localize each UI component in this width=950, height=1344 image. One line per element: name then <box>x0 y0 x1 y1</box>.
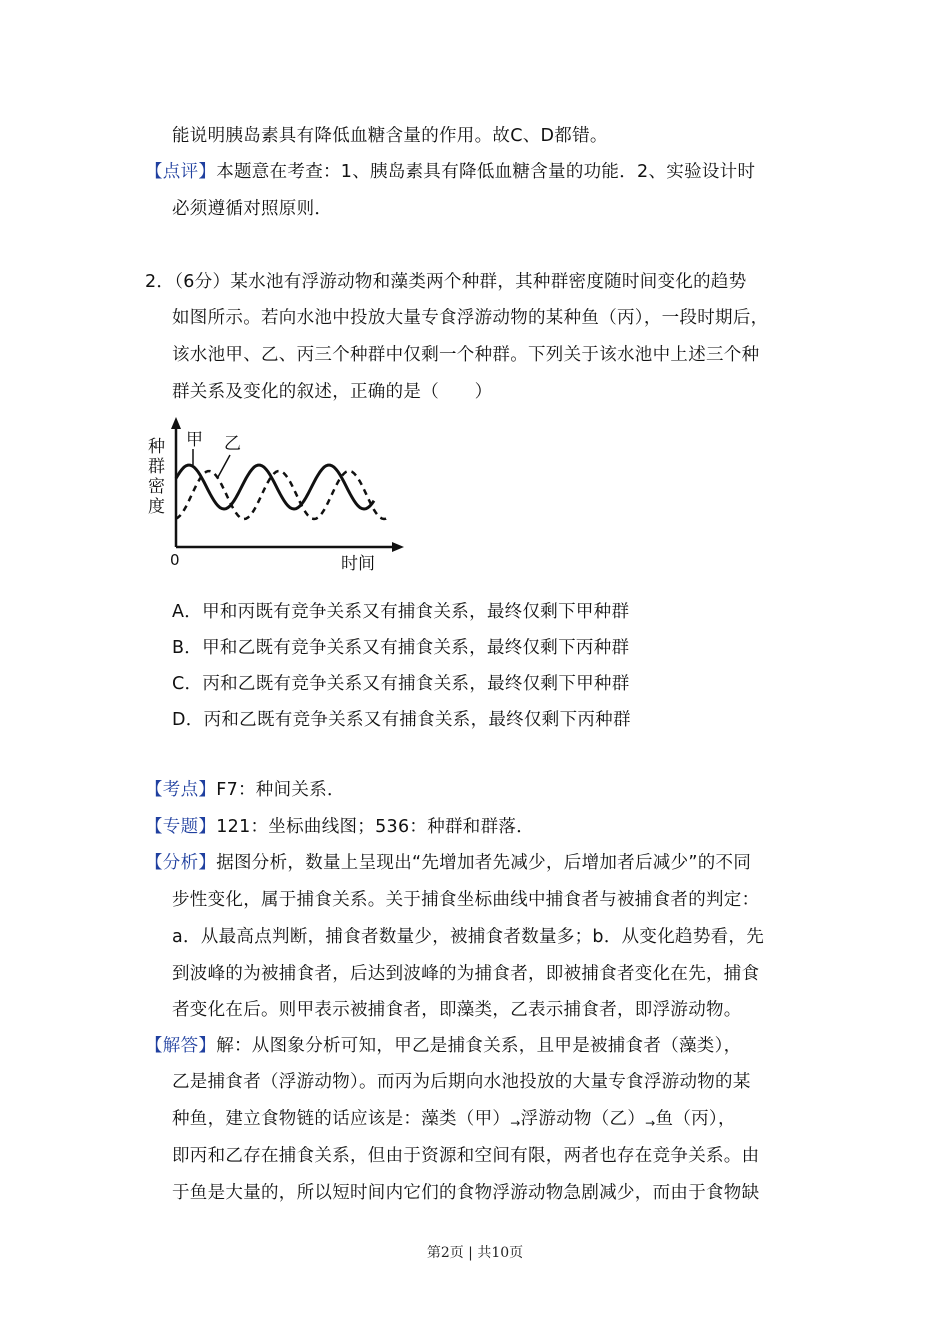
jieda-text: 解：从图象分析可知，甲乙是捕食关系，且甲是被捕食者（藻类）， <box>216 1036 742 1056</box>
prev-answer-line: 能说明胰岛素具有降低血糖含量的作用。故C、D都错。 <box>172 126 608 146</box>
fenxi-paragraph <box>145 851 751 875</box>
jieda-line4: 即丙和乙存在捕食关系，但由于资源和空间有限，两者也存在竞争关系。由 <box>172 1146 760 1166</box>
jieda-line3 <box>172 1107 736 1135</box>
fenxi-line2: 步性变化，属于捕食关系。关于捕食坐标曲线中捕食者与被捕食者的判定： <box>172 890 760 910</box>
kaodian-paragraph <box>145 778 345 802</box>
zhuanti-text: 121：坐标曲线图；536：种群和群落． <box>216 817 535 837</box>
question-stem-line2: 如图所示。若向水池中投放大量专食浮游动物的某种鱼（丙），一段时期后， <box>172 308 769 328</box>
option-a: A．甲和丙既有竞争关系又有捕食关系，最终仅剩下甲种群 <box>172 602 630 622</box>
comment-text-line2: 必须遵循对照原则． <box>172 199 333 219</box>
fenxi-text: 据图分析，数量上呈现出“先增加者先减少，后增加者后减少”的不同 <box>216 853 752 873</box>
option-d: D．丙和乙既有竞争关系又有捕食关系，最终仅剩下丙种群 <box>172 710 631 730</box>
zhuanti-tag: 【专题】 <box>145 817 217 837</box>
option-c: C．丙和乙既有竞争关系又有捕食关系，最终仅剩下甲种群 <box>172 674 630 694</box>
fenxi-line5: 者变化在后。则甲表示被捕食者，即藻类，乙表示捕食者，即浮游动物。 <box>172 1000 742 1020</box>
jieda-line3-part3: 鱼（丙）， <box>655 1109 736 1129</box>
ylabel-char-3: 密 <box>148 477 165 497</box>
ylabel-char-4: 度 <box>148 497 165 517</box>
yi-leader-line <box>218 455 230 477</box>
fenxi-line3: a．从最高点判断，捕食者数量少，被捕食者数量多；b．从变化趋势看，先 <box>172 927 765 947</box>
food-chain-arrow-2: → <box>645 1116 656 1130</box>
label-yi: 乙 <box>224 434 241 454</box>
jieda-tag: 【解答】 <box>145 1036 217 1056</box>
page-footer: 第2页 | 共10页 <box>426 1245 524 1261</box>
jieda-line2: 乙是捕食者（浮游动物）。而丙为后期向水池投放的大量专食浮游动物的某 <box>172 1072 751 1092</box>
xlabel: 时间 <box>341 554 375 574</box>
question-stem-line3: 该水池甲、乙、丙三个种群中仅剩一个种群。下列关于该水池中上述三个种 <box>172 345 760 365</box>
zhuanti-paragraph <box>145 815 534 839</box>
origin-label: 0 <box>170 551 180 569</box>
option-b: B．甲和乙既有竞争关系又有捕食关系，最终仅剩下丙种群 <box>172 638 630 658</box>
question-stem-line1: 2．（6分）某水池有浮游动物和藻类两个种群，其种群密度随时间变化的趋势 <box>145 272 747 292</box>
curve-yi <box>176 471 390 519</box>
ylabel-char-1: 种 <box>148 437 165 457</box>
food-chain-arrow-1: → <box>510 1116 521 1130</box>
kaodian-text: F7：种间关系． <box>216 780 345 800</box>
question-stem-line4: 群关系及变化的叙述，正确的是（ ） <box>172 382 493 402</box>
y-axis-arrow <box>171 417 181 429</box>
comment-text: 本题意在考查：1、胰岛素具有降低血糖含量的功能．2、实验设计时 <box>216 162 756 182</box>
population-density-figure <box>138 415 413 575</box>
comment-paragraph <box>145 160 755 184</box>
label-jia: 甲 <box>186 430 203 450</box>
comment-tag: 【点评】 <box>145 162 217 182</box>
jieda-paragraph <box>145 1034 741 1058</box>
kaodian-tag: 【考点】 <box>145 780 217 800</box>
fenxi-tag: 【分析】 <box>145 853 217 873</box>
x-axis-arrow <box>392 542 404 552</box>
fenxi-line4: 到波峰的为被捕食者，后达到波峰的为捕食者，即被捕食者变化在先，捕食 <box>172 964 760 984</box>
jieda-line3-part2: 浮游动物（乙） <box>520 1109 646 1129</box>
jieda-line5: 于鱼是大量的，所以短时间内它们的食物浮游动物急剧减少，而由于食物缺 <box>172 1183 760 1203</box>
ylabel-char-2: 群 <box>148 457 165 477</box>
jieda-line3-part1: 种鱼，建立食物链的话应该是：藻类（甲） <box>172 1109 511 1129</box>
